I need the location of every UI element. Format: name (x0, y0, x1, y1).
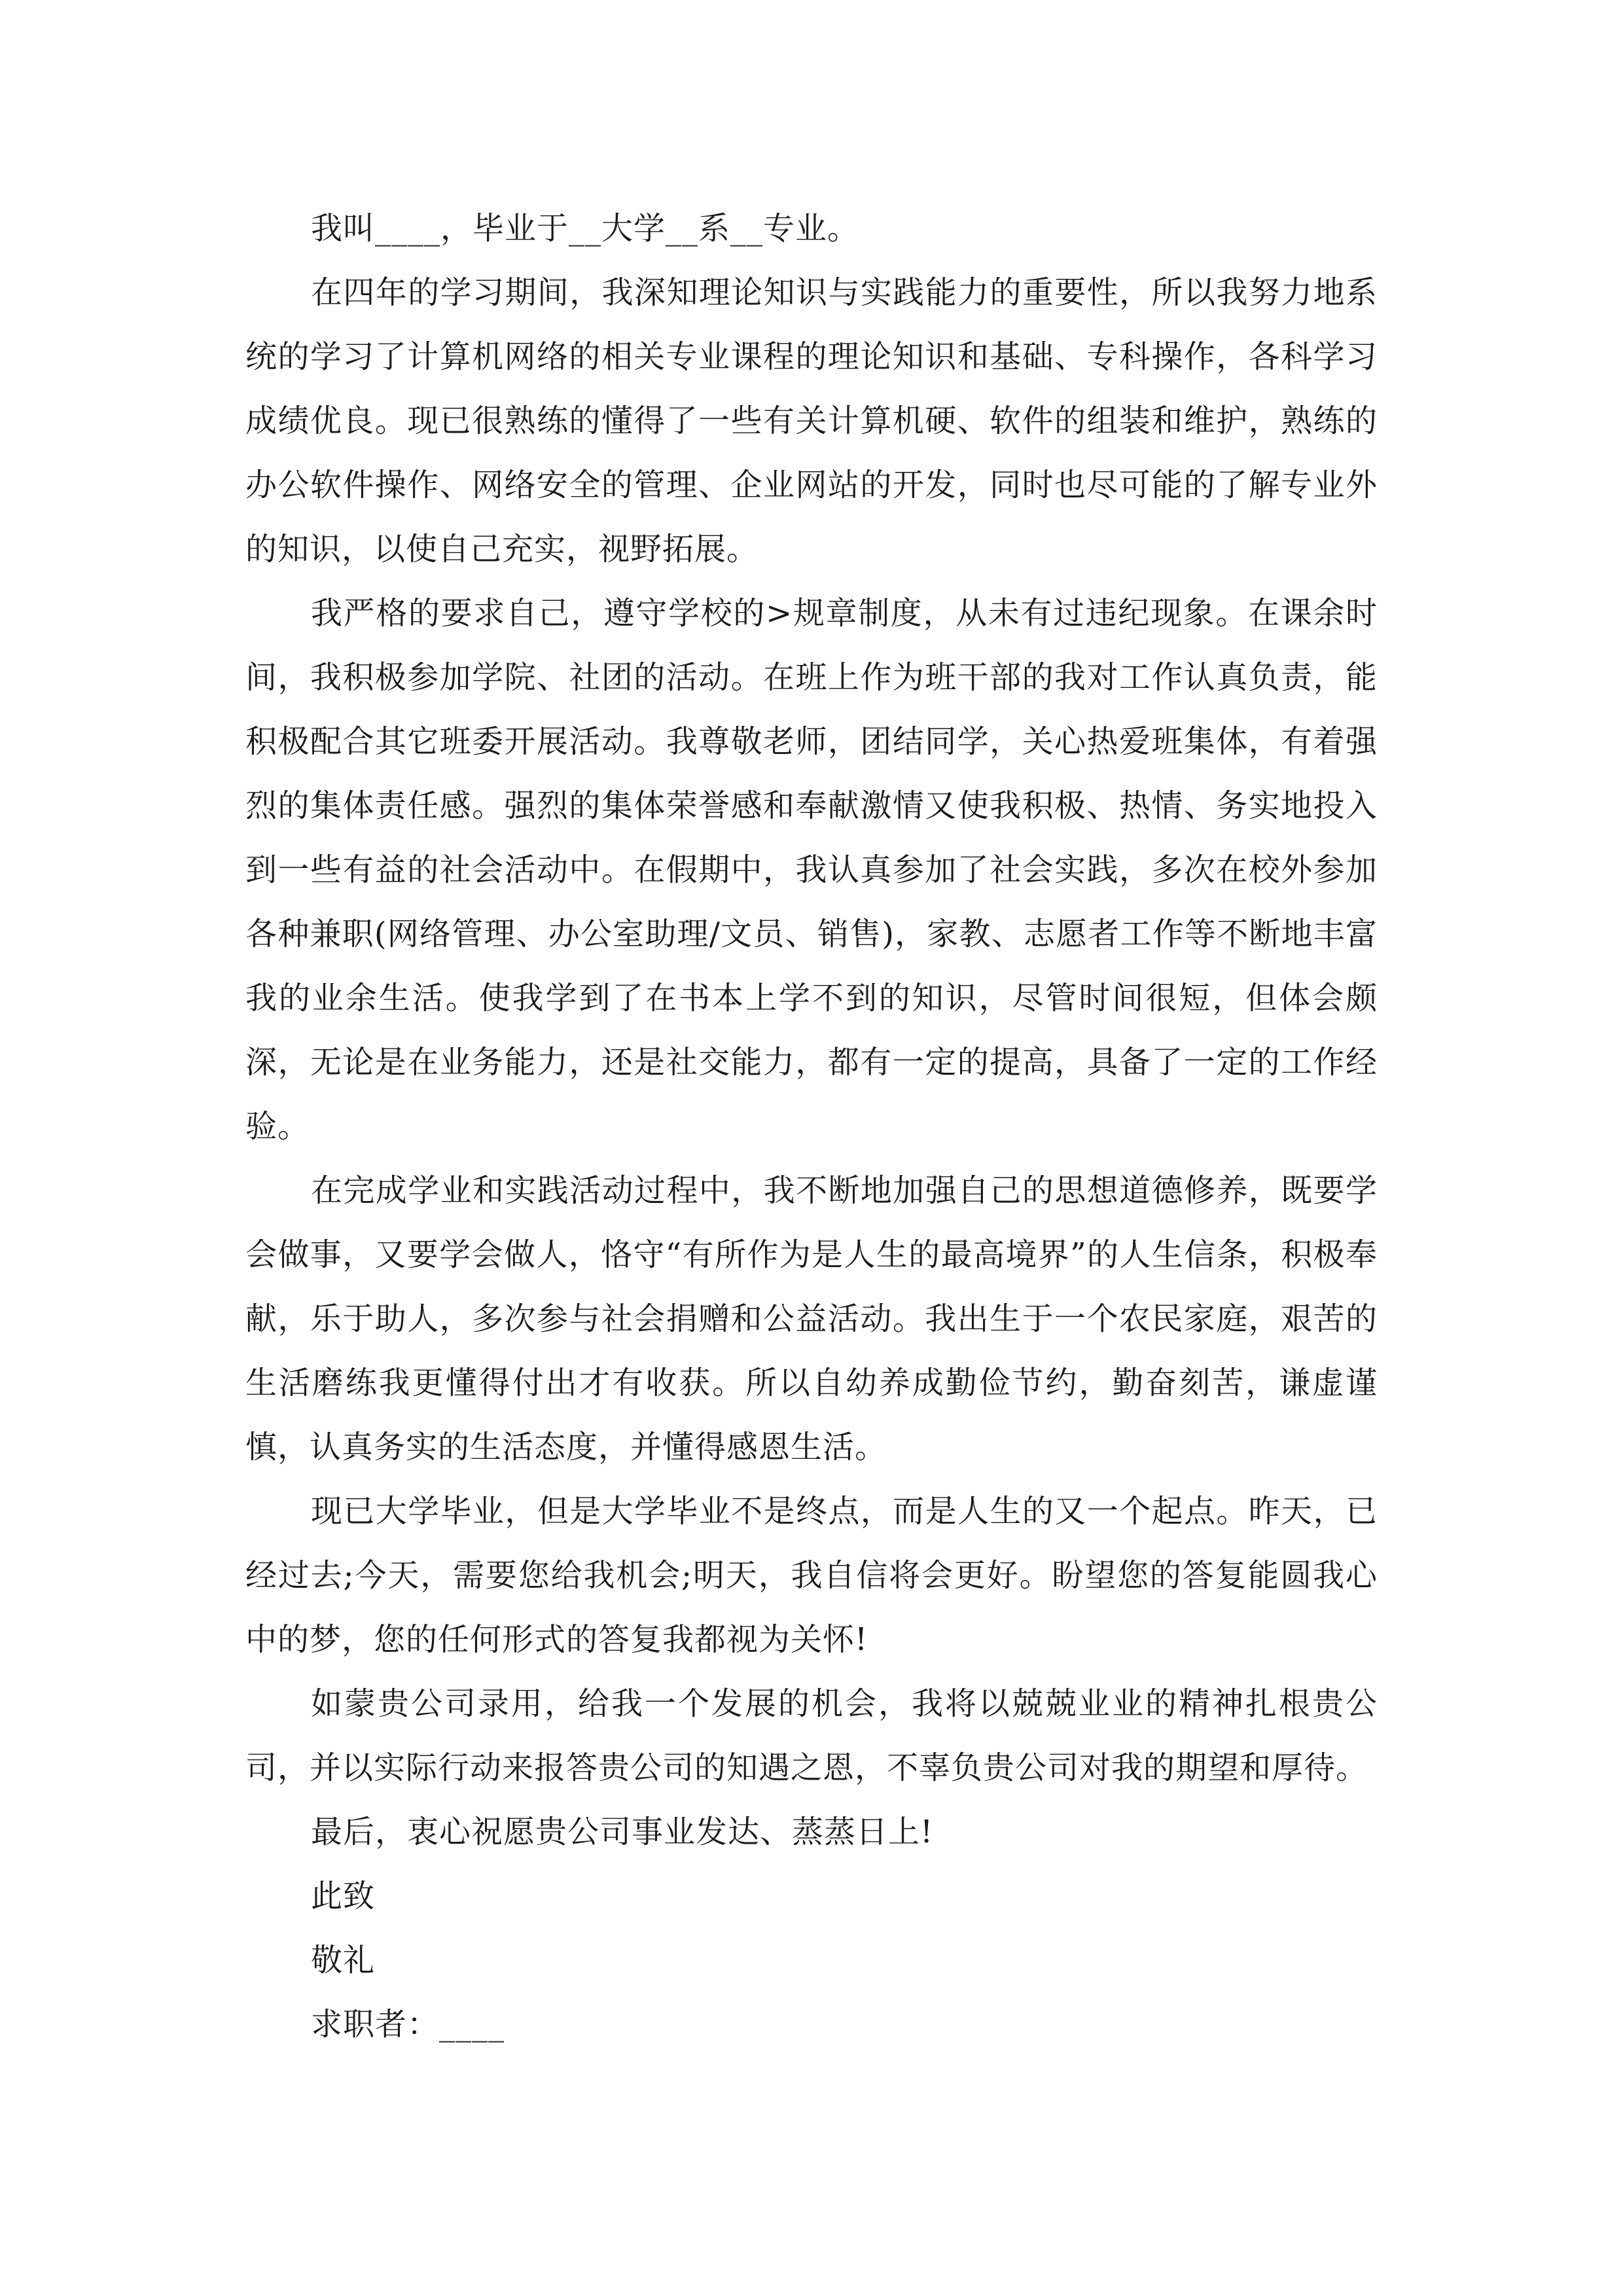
letter-body (245, 196, 1378, 2056)
activities-paragraph: 我严格的要求自己，遵守学校的>规章制度，从未有过违纪现象。在课余时间，我积极参加学院、社团的活动。在班上作为班干部的我对工作认真负责，能积极配合其它班委开展活动。我尊敬老师，团结同学，关心热爱班集体，有着强烈的集体责任感。强烈的集体荣誉感和奉献激情又使我积极、热情、务实地投入到一些有益的社会活动中。在假期中，我认真参加了社会实践，多次在校外参加各种兼职(网络管理、办公室助理/文员、销售)，家教、志愿者工作等不断地丰富我的业余生活。使我学到了在书本上学不到的知识，尽管时间很短，但体会颇深，无论是在业务能力，还是社交能力，都有一定的提高，具备了一定的工作经验。 (245, 595, 1378, 1145)
closing-salutation-1: 此致 (311, 1878, 376, 1914)
closing-salutation-2: 敬礼 (311, 1942, 376, 1979)
character-paragraph: 在完成学业和实践活动过程中，我不断地加强自己的思想道德修养，既要学会做事，又要学会做人，恪守“有所作为是人生的最高境界”的人生信条，积极奉献，乐于助人，多次参与社会捐赠和公益活动。我出生于一个农民家庭，艰苦的生活磨练我更懂得付出才有收获。所以自幼养成勤俭节约，勤奋刻苦，谦虚谨慎，认真务实的生活态度，并懂得感恩生活。 (245, 1172, 1378, 1465)
wishes-paragraph: 最后，衷心祝愿贵公司事业发达、蒸蒸日上! (311, 1814, 934, 1850)
intro-paragraph: 我叫____，毕业于__大学__系__专业。 (311, 210, 860, 247)
signature-line: 求职者：____ (311, 2006, 505, 2043)
hire-paragraph: 如蒙贵公司录用，给我一个发展的机会，我将以兢兢业业的精神扎根贵公司，并以实际行动来报答贵公司的知遇之恩，不辜负贵公司对我的期望和厚待。 (245, 1685, 1378, 1786)
graduation-paragraph: 现已大学毕业，但是大学毕业不是终点，而是人生的又一个起点。昨天，已经过去;今天，需要您给我机会;明天，我自信将会更好。盼望您的答复能圆我心中的梦，您的任何形式的答复我都视为关怀! (245, 1493, 1378, 1658)
study-paragraph: 在四年的学习期间，我深知理论知识与实践能力的重要性，所以我努力地系统的学习了计算机网络的相关专业课程的理论知识和基础、专科操作，各科学习成绩优良。现已很熟练的懂得了一些有关计算机硬、软件的组装和维护，熟练的办公软件操作、网络安全的管理、企业网站的开发，同时也尽可能的了解专业外的知识，以使自己充实，视野拓展。 (245, 274, 1378, 567)
